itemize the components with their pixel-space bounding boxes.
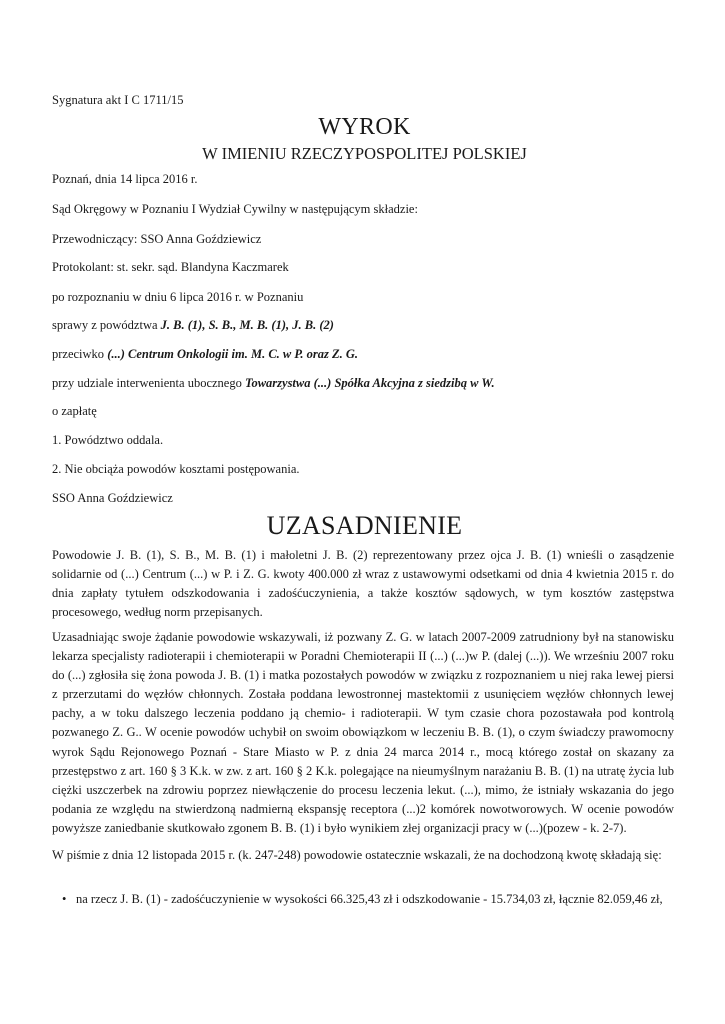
case-signature: Sygnatura akt I C 1711/15 bbox=[52, 93, 184, 107]
intervener-prefix: przy udziale interwenienta ubocznego bbox=[52, 376, 245, 390]
verdict-subtitle: W IMIENIU RZECZYPOSPOLITEJ POLSKIEJ bbox=[202, 144, 527, 163]
intervener-line bbox=[52, 376, 495, 391]
clerk: Protokolant: st. sekr. sąd. Blandyna Kaczmarek bbox=[52, 260, 289, 274]
ruling-item-1: 1. Powództwo oddala. bbox=[52, 433, 164, 447]
chairperson: Przewodniczący: SSO Anna Goździewicz bbox=[52, 232, 262, 246]
defendants: (...) Centrum Onkologii im. M. C. w P. oraz Z. G. bbox=[107, 347, 359, 361]
bullet-marker: • bbox=[62, 892, 67, 906]
justification-paragraph-1: Powodowie J. B. (1), S. B., M. B. (1) i małoletni J. B. (2) reprezentowany przez ojca J. B. (1) wnieśli o zasądzenie solidarnie od (...) Centrum (...) w P. i Z. G. kwoty 400.000 zł wraz z ustawowymi odsetkami od dnia 4 kwietnia 2015 r. do dnia zapłaty tytułem odszkodowania i zadośćuczynienia, a także kosztów sądowych, w tym kosztów zastępstwa procesowego, według norm przepisanych. bbox=[52, 548, 674, 620]
verdict-title: WYROK bbox=[318, 114, 411, 140]
case-parties bbox=[52, 318, 334, 333]
hearing-date: po rozpoznaniu w dniu 6 lipca 2016 r. w Poznaniu bbox=[52, 290, 304, 304]
court-composition: Sąd Okręgowy w Poznaniu I Wydział Cywilny w następującym składzie: bbox=[52, 202, 418, 216]
intervener: Towarzystwa (...) Spółka Akcyjna z siedzibą w W. bbox=[244, 376, 495, 390]
justification-paragraph-2: Uzasadniając swoje żądanie powodowie wskazywali, iż pozwany Z. G. w latach 2007-2009 zatrudniony był na stanowisku lekarza specjalisty radioterapii i chemioterapii w Poradni Chemioterapii II (...) (...)w P. (dalej (...)). We wrześniu 2007 roku do (...) zgłosiła się żona powoda J. B. (1) i matka pozostałych powodów w związku z rozpoznaniem u niej raka lewej piersi z przerzutami do węzłów chłonnych. Została poddana lewostronnej mastektomii z usunięciem węzłów chłonnych lewej pachy, a w toku dalszego leczenia poddano ją chemio- i radioterapii. W tym czasie chora pozostawała pod kontrolą pozwanego Z. G.. W ocenie powodów uchybił on swoim obowiązkom w leczeniu B. B. (1), o czym świadczy prawomocny wyrok Sądu Rejonowego Poznań - Stare Miasto w P. z dnia 24 marca 2014 r., mocą którego został on skazany za przestępstwo z art. 160 § 3 K.k. w zw. z art. 160 § 2 K.k. polegające na nieumyślnym narażaniu B. B. (1) na utratę życia lub ciężki uszczerbek na zdrowiu poprzez niewłączenie do procesu leczenia lekut. (...), mimo, że istniały wskazania do jego podania ze względu na stwierdzoną nadmierną ekspansję receptora (...)2 komórek nowotworowych. W ocenie powodów powyższe zaniedbanie skutkowało zgonem B. B. (1) i było wynikiem złej organizacji pracy w (...)(pozew - k. 2-7). bbox=[52, 630, 674, 835]
place-date: Poznań, dnia 14 lipca 2016 r. bbox=[52, 172, 198, 186]
judge-signature: SSO Anna Goździewicz bbox=[52, 491, 173, 505]
justification-heading: UZASADNIENIE bbox=[266, 511, 463, 540]
subject: o zapłatę bbox=[52, 404, 97, 418]
defendants-line bbox=[52, 347, 358, 362]
plaintiffs: J. B. (1), S. B., M. B. (1), J. B. (2) bbox=[160, 318, 334, 332]
list-item bbox=[62, 892, 663, 907]
case-prefix: sprawy z powództwa bbox=[52, 318, 161, 332]
against-prefix: przeciwko bbox=[52, 347, 108, 361]
list-item-text: na rzecz J. B. (1) - zadośćuczynienie w wysokości 66.325,43 zł i odszkodowanie - 15.734,03 zł, łącznie 82.059,46 zł, bbox=[76, 892, 663, 906]
ruling-item-2: 2. Nie obciąża powodów kosztami postępowania. bbox=[52, 462, 300, 476]
justification-paragraph-3: W piśmie z dnia 12 listopada 2015 r. (k. 247-248) powodowie ostatecznie wskazali, że na dochodzoną kwotę składają się: bbox=[52, 848, 662, 862]
